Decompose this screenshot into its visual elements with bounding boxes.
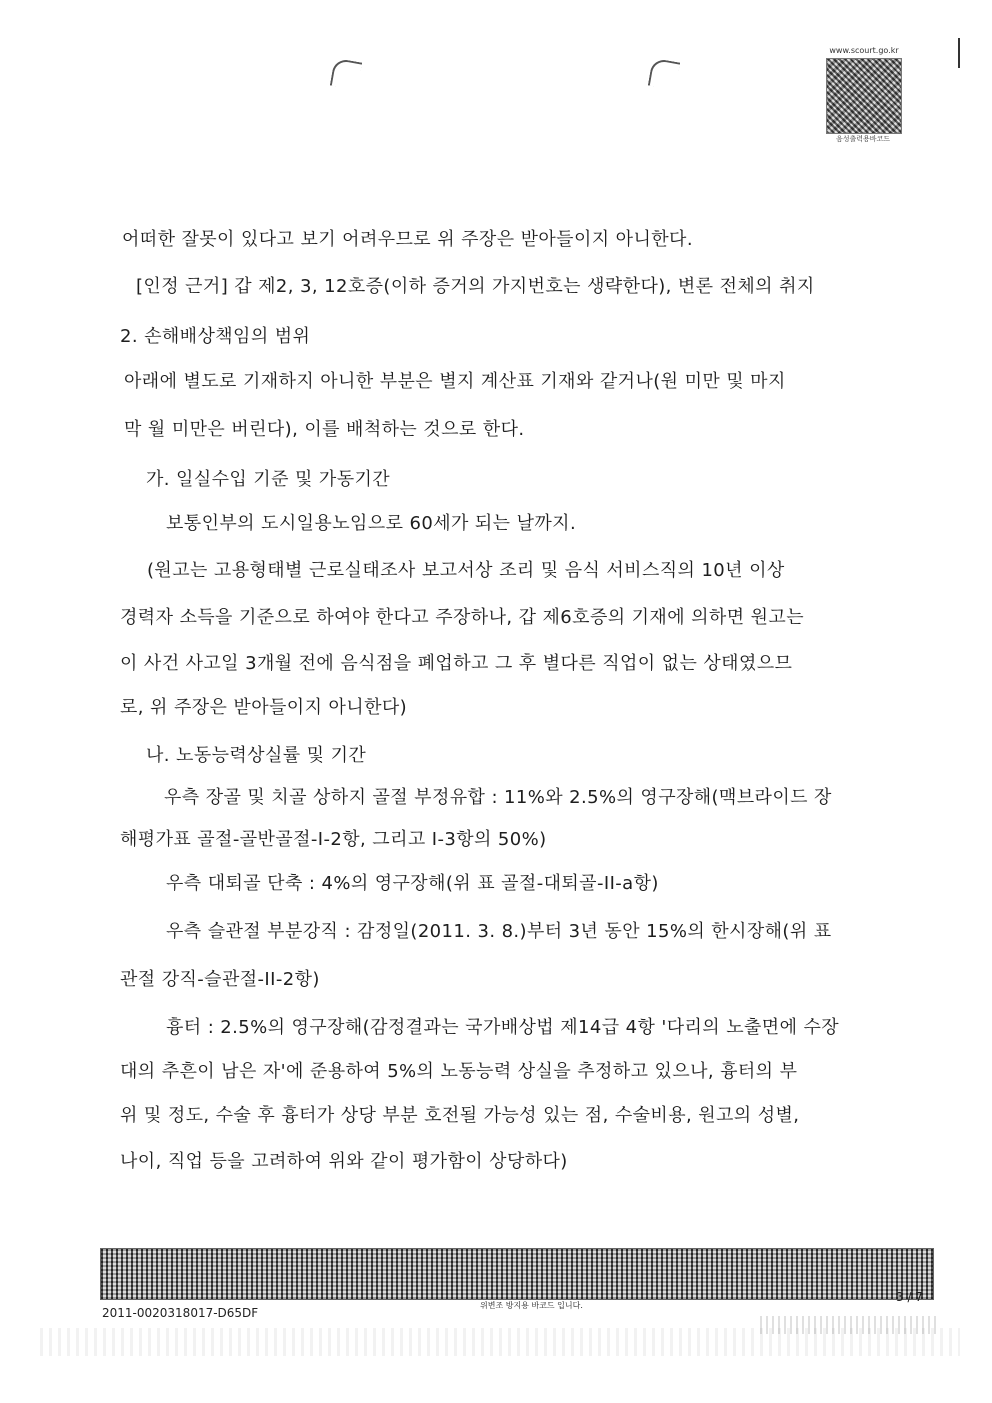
body-line: 로, 위 주장은 받아들이지 아니한다) (120, 697, 408, 718)
body-line: (원고는 고용형태별 근로실태조사 보고서상 조리 및 음식 서비스직의 10년 이상 (147, 560, 785, 581)
body-line: 나이, 직업 등을 고려하여 위와 같이 평가함이 상당하다) (120, 1151, 568, 1172)
page-number: 3 / 7 (896, 1290, 923, 1304)
body-line: 보통인부의 도시일용노임으로 60세가 되는 날까지. (166, 513, 577, 534)
body-line: 우측 장골 및 치골 상하지 골절 부정유합 : 11%와 2.5%의 영구장해(맥브라이드 장 (164, 787, 832, 808)
section-heading: 2. 손해배상책임의 범위 (120, 326, 311, 347)
document-id: 2011-0020318017-D65DF (102, 1306, 259, 1320)
subsection-heading: 가. 일실수입 기준 및 가동기간 (146, 469, 391, 490)
body-line: 대의 추흔이 남은 자'에 준용하여 5%의 노동능력 상실을 추정하고 있으나, 흉터의 부 (120, 1061, 798, 1082)
body-line: 아래에 별도로 기재하지 아니한 부분은 별지 계산표 기재와 같거나(원 미만 및 마지 (124, 371, 786, 392)
body-line: 해평가표 골절-골반골절-I-2항, 그리고 I-3항의 50%) (120, 829, 547, 850)
qr-url: www.scourt.go.kr (829, 46, 899, 55)
body-line: 위 및 정도, 수술 후 흉터가 상당 부분 호전될 가능성 있는 점, 수술비용, 원고의 성별, (120, 1105, 800, 1126)
edge-mark (958, 38, 960, 68)
body-line: 막 월 미만은 버린다), 이를 배척하는 것으로 한다. (124, 419, 525, 440)
body-line: 관절 강직-슬관절-II-2항) (120, 969, 320, 990)
body-line: [인정 근거] 갑 제2, 3, 12호증(이하 증거의 가지번호는 생략한다), 변론 전체의 취지 (136, 276, 815, 297)
body-line: 경력자 소득을 기준으로 하여야 한다고 주장하나, 갑 제6호증의 기재에 의하면 원고는 (120, 607, 804, 628)
body-line: 어떠한 잘못이 있다고 보기 어려우므로 위 주장은 받아들이지 아니한다. (122, 229, 693, 250)
subsection-heading: 나. 노동능력상실률 및 기간 (146, 745, 367, 766)
body-line: 흉터 : 2.5%의 영구장해(감정결과는 국가배상법 제14급 4항 '다리의 노출면에 수장 (166, 1017, 840, 1038)
qr-code-icon (826, 58, 902, 134)
scan-smudge (760, 1316, 940, 1334)
body-line: 우측 슬관절 부분강직 : 감정일(2011. 3. 8.)부터 3년 동안 15%의 한시장해(위 표 (166, 921, 832, 942)
punch-hole-left (330, 58, 362, 90)
barcode-note: 위변조 방지용 바코드 입니다. (480, 1301, 583, 1310)
qr-caption: 음성출력용바코드 (835, 135, 891, 143)
anti-forgery-barcode (100, 1248, 934, 1300)
body-line: 우측 대퇴골 단축 : 4%의 영구장해(위 표 골절-대퇴골-II-a항) (166, 873, 659, 894)
body-line: 이 사건 사고일 3개월 전에 음식점을 폐업하고 그 후 별다른 직업이 없는 상태였으므 (120, 653, 793, 674)
punch-hole-right (648, 58, 680, 90)
